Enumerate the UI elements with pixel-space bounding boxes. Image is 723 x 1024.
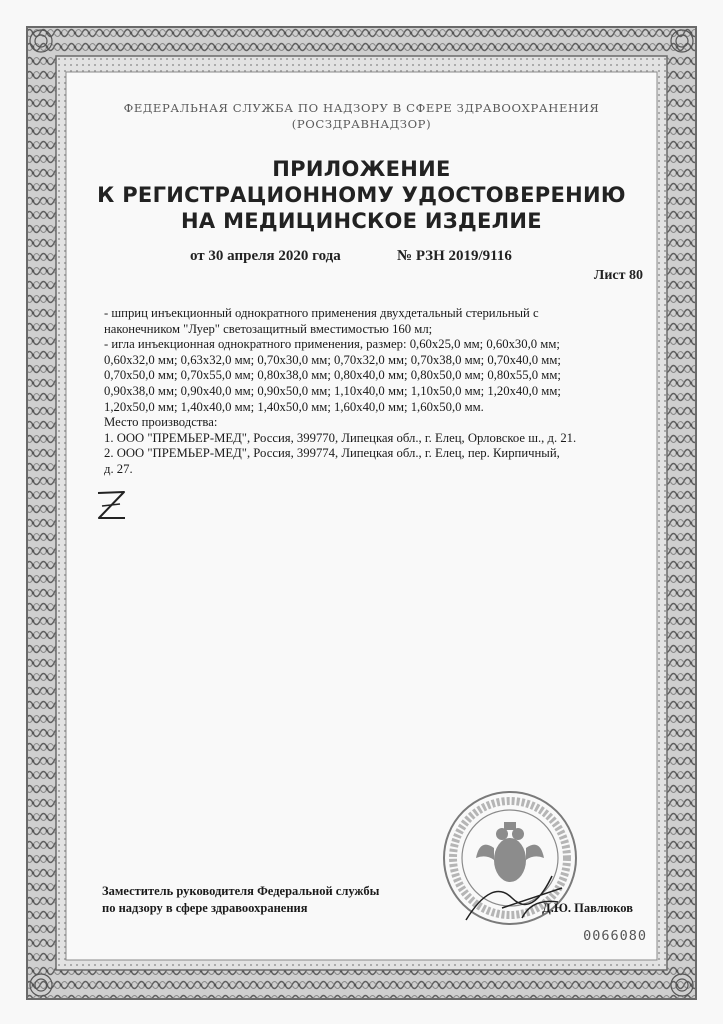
signer-title bbox=[102, 883, 379, 917]
z-cancellation-mark bbox=[94, 488, 128, 527]
title-line-2: К РЕГИСТРАЦИОННОМУ УДОСТОВЕРЕНИЮ bbox=[97, 183, 626, 207]
agency-name: ФЕДЕРАЛЬНАЯ СЛУЖБА ПО НАДЗОРУ В СФЕРЕ ЗДРАВООХРАНЕНИЯ bbox=[123, 101, 600, 115]
registration-number: № РЗН 2019/9116 bbox=[397, 248, 512, 264]
signer-title-line-2: по надзору в сфере здравоохранения bbox=[102, 901, 308, 915]
document-content bbox=[72, 78, 651, 958]
title-line-1: ПРИЛОЖЕНИЕ bbox=[272, 157, 451, 181]
body-line: 0,90x38,0 мм; 0,90x40,0 мм; 0,90x50,0 мм; 1,10x40,0 мм; 1,10x50,0 мм; 1,20x40,0 мм; bbox=[104, 383, 561, 398]
body-line: наконечником "Луер" светозащитный вместимостью 160 мл; bbox=[104, 321, 433, 336]
body-line: Место производства: bbox=[104, 415, 218, 430]
body-line: 1. ООО "ПРЕМЬЕР-МЕД", Россия, 399770, Липецкая обл., г. Елец, Орловское ш., д. 21. bbox=[104, 430, 577, 445]
document-title bbox=[72, 156, 651, 234]
body-line: 0,60x32,0 мм; 0,63x32,0 мм; 0,70x30,0 мм; 0,70x32,0 мм; 0,70x38,0 мм; 0,70x40,0 мм; bbox=[104, 352, 561, 367]
agency-header bbox=[72, 100, 651, 132]
body-line: 1,20x50,0 мм; 1,40x40,0 мм; 1,40x50,0 мм; 1,60x40,0 мм; 1,60x50,0 мм. bbox=[104, 399, 484, 414]
body-line: 2. ООО "ПРЕМЬЕР-МЕД", Россия, 399774, Липецкая обл., г. Елец, пер. Кирпичный, bbox=[104, 446, 560, 461]
body-line: 0,70x50,0 мм; 0,70x55,0 мм; 0,80x38,0 мм; 0,80x40,0 мм; 0,80x50,0 мм; 0,80x55,0 мм; bbox=[104, 368, 561, 383]
title-line-3: НА МЕДИЦИНСКОЕ ИЗДЕЛИЕ bbox=[181, 209, 542, 233]
document-body bbox=[104, 306, 644, 478]
signer-name: Д.Ю. Павлюков bbox=[542, 901, 633, 915]
signer-title-line-1: Заместитель руководителя Федеральной службы bbox=[102, 884, 380, 898]
body-line: - игла инъекционная однократного применения, размер: 0,60x25,0 мм; 0,60x30,0 мм; bbox=[104, 337, 560, 352]
sheet-number: Лист 80 bbox=[593, 268, 643, 283]
agency-abbreviation: (РОСЗДРАВНАДЗОР) bbox=[291, 117, 432, 131]
body-line: д. 27. bbox=[104, 461, 133, 476]
serial-number: 0066080 bbox=[583, 928, 647, 944]
body-line: - шприц инъекционный однократного применения двухдетальный стерильный с bbox=[104, 306, 539, 320]
registration-date: от 30 апреля 2020 года bbox=[190, 248, 341, 264]
